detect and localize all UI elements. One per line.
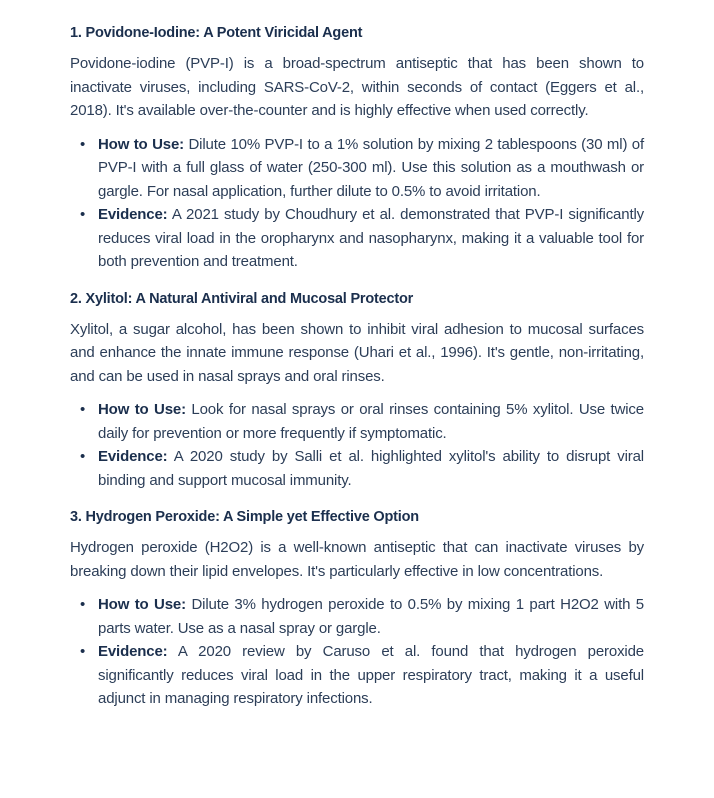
bullet-list bbox=[70, 398, 644, 492]
item-text: Dilute 10% PVP-I to a 1% solution by mixing 2 tablespoons (30 ml) of PVP-I with a full glass of water (250-300 ml). Use this solution as a mouthwash or gargle. For nasal application, further dilute to 0.5% to avoid irritation. bbox=[98, 135, 644, 200]
item-label: Evidence: bbox=[98, 206, 168, 223]
item-label: How to Use: bbox=[98, 596, 186, 613]
section-xylitol bbox=[70, 288, 644, 493]
item-text: A 2020 study by Salli et al. highlighted xylitol's ability to disrupt viral binding and support mucosal immunity. bbox=[98, 448, 644, 489]
section-paragraph: Xylitol, a sugar alcohol, has been shown to inhibit viral adhesion to mucosal surfaces and enhance the innate immune response (Uhari et al., 1996). It's gentle, non-irritating, and can be used in nasal sprays and oral rinses. bbox=[70, 320, 644, 385]
item-text: A 2020 review by Caruso et al. found that hydrogen peroxide significantly reduces viral load in the upper respiratory tract, making it a useful adjunct in managing respiratory infections. bbox=[98, 643, 644, 707]
bullet-icon: • bbox=[80, 448, 86, 465]
section-hydrogen-peroxide bbox=[70, 506, 644, 711]
section-paragraph: Hydrogen peroxide (H2O2) is a well-known antiseptic that can inactivate viruses by breaking down their lipid envelopes. It's particularly effective in low concentrations. bbox=[70, 539, 644, 580]
list-item-evidence bbox=[80, 640, 644, 711]
section-paragraph: Povidone-iodine (PVP-I) is a broad-spectrum antiseptic that has been shown to inactivate viruses, including SARS-CoV-2, within seconds of contact (Eggers et al., 2018). It's available over-the-counter and is highly effective when used correctly. bbox=[70, 55, 644, 119]
section-heading: 1. Povidone-Iodine: A Potent Viricidal Agent bbox=[70, 25, 363, 41]
bullet-list bbox=[70, 593, 644, 711]
bullet-icon: • bbox=[80, 401, 86, 418]
item-label: How to Use: bbox=[98, 401, 186, 418]
bullet-icon: • bbox=[80, 643, 86, 660]
bullet-list bbox=[70, 133, 644, 274]
item-label: How to Use: bbox=[98, 135, 184, 153]
item-label: Evidence: bbox=[98, 643, 168, 660]
bullet-icon: • bbox=[80, 206, 86, 223]
list-item-how-to-use bbox=[80, 398, 644, 445]
section-povidone-iodine bbox=[70, 22, 644, 274]
item-text: Look for nasal sprays or oral rinses containing 5% xylitol. Use twice daily for prevention or more frequently if symptomatic. bbox=[98, 401, 644, 442]
list-item-evidence bbox=[80, 203, 644, 274]
item-text: A 2021 study by Choudhury et al. demonstrated that PVP-I significantly reduces viral load in the oropharynx and nasopharynx, making it a valuable tool for both prevention and treatment. bbox=[98, 206, 644, 270]
item-label: Evidence: bbox=[98, 448, 168, 465]
bullet-icon: • bbox=[80, 596, 86, 613]
item-text: Dilute 3% hydrogen peroxide to 0.5% by mixing 1 part H2O2 with 5 parts water. Use as a nasal spray or gargle. bbox=[98, 596, 644, 637]
list-item-how-to-use bbox=[80, 593, 644, 640]
list-item-how-to-use bbox=[80, 133, 644, 204]
list-item-evidence bbox=[80, 445, 644, 492]
section-heading: 2. Xylitol: A Natural Antiviral and Mucosal Protector bbox=[70, 290, 414, 307]
section-heading: 3. Hydrogen Peroxide: A Simple yet Effective Option bbox=[70, 509, 419, 525]
bullet-icon: • bbox=[80, 135, 86, 153]
